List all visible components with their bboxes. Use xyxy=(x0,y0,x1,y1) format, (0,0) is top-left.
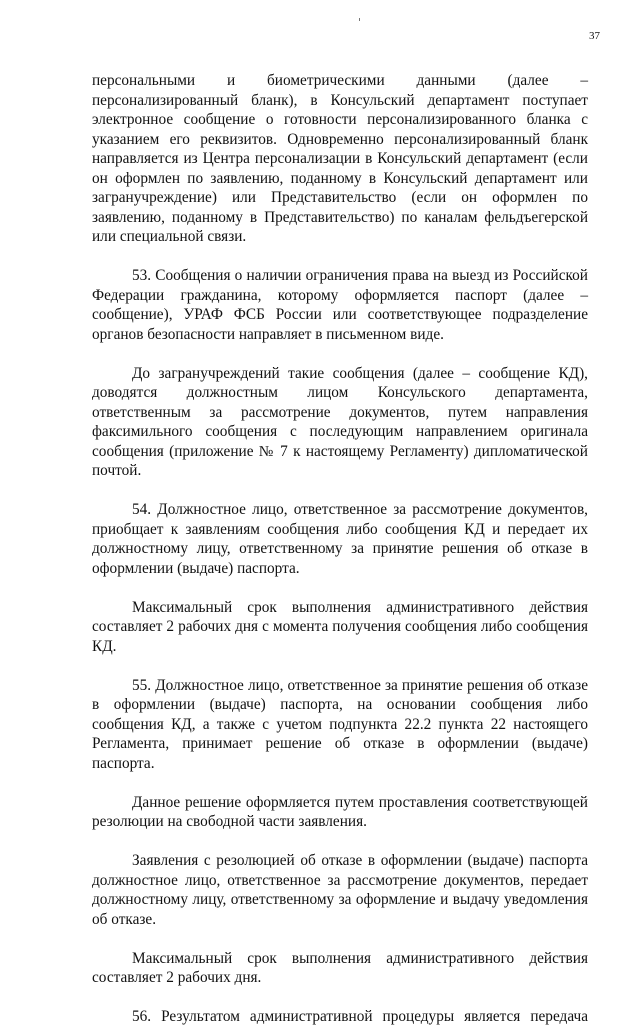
paragraph-55-resolution: Данное решение оформляется путем проставления соответствующей резолюции на свободной части заявления. xyxy=(92,793,588,830)
paragraph-continuation: персональными и биометрическими данными (далее – персонализированный бланк), в Консульский департамент поступает электронное сообщение о готовности персонализированного бланка с указанием его реквизитов. Одновременно персонализированный бланк направляется из Центра персонализации в Консульский департамент (если он оформлен по заявлению, поданному в Консульский департамент или загранучреждение) или Представительство (если он оформлен по заявлению, поданному в Представительство) по каналам фельдъегерской или специальной связи. xyxy=(92,72,588,245)
paragraph-54: 54. Должностное лицо, ответственное за рассмотрение документов, приобщает к заявлениям сообщения либо сообщения КД и передает их должностному лицу, ответственному за принятие решения об отказе в оформлении (выдаче) паспорта. xyxy=(92,501,588,577)
paragraph-53: 53. Сообщения о наличии ограничения права на выезд из Российской Федерации гражданина, которому оформляется паспорт (далее – сообщение), УРАФ ФСБ России или соответствующее подразделение органов безопасности направляет в письменном виде. xyxy=(92,267,588,343)
paragraph-56: 56. Результатом административной процедуры является передача xyxy=(132,1008,588,1025)
paragraph-55: 55. Должностное лицо, ответственное за принятие решения об отказе в оформлении (выдаче) паспорта, на основании сообщения либо сообщения КД, а также с учетом подпункта 22.2 пункта 22 настоящего Регламента, принимает решение об отказе в оформлении (выдаче) паспорта. xyxy=(92,676,588,772)
page-number: 37 xyxy=(589,30,600,42)
paragraph-54-deadline: Максимальный срок выполнения административного действия составляет 2 рабочих дня с момента получения сообщения либо сообщения КД. xyxy=(92,598,588,655)
paragraph-55-transfer: Заявления с резолюцией об отказе в оформлении (выдаче) паспорта должностное лицо, ответственное за рассмотрение документов, передает должностному лицу, ответственному за оформление и выдачу уведомления об отказе. xyxy=(92,852,588,928)
scan-artifact-mark xyxy=(359,18,360,21)
document-body xyxy=(92,71,588,1027)
paragraph-55-deadline: Максимальный срок выполнения административного действия составляет 2 рабочих дня. xyxy=(92,949,588,986)
paragraph-53-kd: До загранучреждений такие сообщения (далее – сообщение КД), доводятся должностным лицом Консульского департамента, ответственным за рассмотрение документов, путем направления факсимильного сообщения с последующим направлением оригинала сообщения (приложение № 7 к настоящему Регламенту) дипломатической почтой. xyxy=(92,364,588,479)
